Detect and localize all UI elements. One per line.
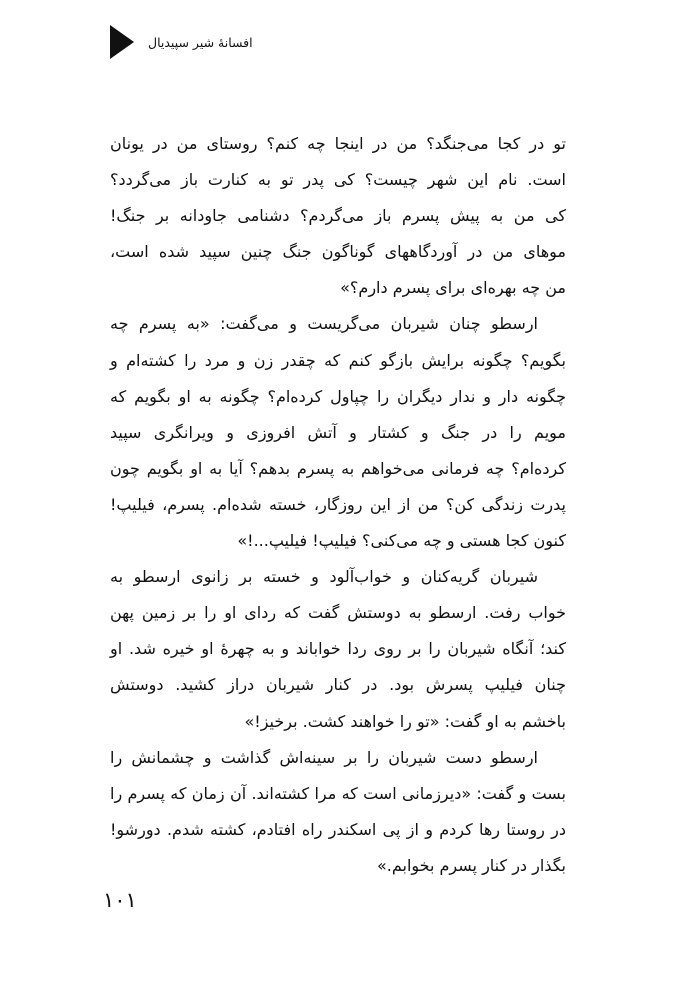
page-number: ۱۰۱ [103, 888, 137, 912]
text-line: کند؛ آنگاه شیربان را بر روی ردا خواباند و به چهرهٔ او خیره شد. او [110, 639, 566, 659]
running-head [110, 22, 253, 62]
text-line: بست و گفت: «دیرزمانی است که مرا کشته‌اند. آن زمان که پسرم را [110, 783, 566, 803]
text-line: کنون کجا هستی و چه می‌کنی؟ فیلیپ! فیلیپ...!» [237, 531, 566, 551]
paragraph-start-line: ارسطو چنان شیربان می‌گریست و می‌گفت: «به پسرم چه [110, 314, 538, 334]
text-line: موهای من در آوردگاههای گوناگون جنگ چنین سپید شده است، [110, 242, 566, 262]
body-text [110, 126, 566, 884]
text-line: من چه بهره‌ای برای پسرم دارم؟» [340, 278, 566, 298]
text-line: در روستا رها کردم و از پی اسکندر راه افتادم، کشته شدم. دورشو! [110, 819, 566, 839]
text-line: مویم را در جنگ و کشتار و آتش افروزی و ویرانگری سپید [110, 422, 566, 442]
text-line: پدرت زندگی کن؟ من از این روزگار، خسته شده‌ام. پسرم، فیلیپ! [110, 494, 566, 514]
text-line: باخشم به او گفت: «تو را خواهند کشت. برخیز!» [244, 711, 566, 731]
paragraph-start-line: ارسطو دست شیربان را بر سینه‌اش گذاشت و چشمانش را [110, 747, 538, 767]
text-line: بگویم؟ چگونه برایش بازگو کنم که چقدر زن و مرد را کشته‌ام و [110, 350, 566, 370]
paragraph-start-line: شیربان گریه‌کنان و خواب‌آلود و خسته بر زانوی ارسطو به [110, 567, 538, 587]
text-line: بگذار در کنار پسرم بخوابم.» [376, 855, 566, 875]
book-title: افسانهٔ شیر سپیدیال [148, 34, 253, 50]
text-line: است. نام این شهر چیست؟ کی پدر تو به کنارت باز می‌گردد؟ [110, 170, 566, 190]
text-line: کی من به پیش پسرم باز می‌گردم؟ دشنامی جاودانه بر جنگ! [110, 206, 566, 226]
text-line: خواب رفت. ارسطو به دوستش گفت که ردای او را بر زمین پهن [110, 603, 566, 623]
text-line: چنان فیلیپ پسرش بود. در کنار شیربان دراز کشید. دوستش [110, 675, 566, 695]
text-line: کرده‌ام؟ چه فرمانی می‌خواهم به پسرم بدهم؟ آیا به او بگویم چون [110, 458, 566, 478]
triangle-right-icon [110, 25, 134, 59]
text-line: تو در کجا می‌جنگد؟ من در اینجا چه کنم؟ روستای من در یونان [110, 134, 566, 153]
text-line: چگونه دار و ندار دیگران را چپاول کرده‌ام؟ چگونه به او بگویم که [110, 386, 566, 406]
